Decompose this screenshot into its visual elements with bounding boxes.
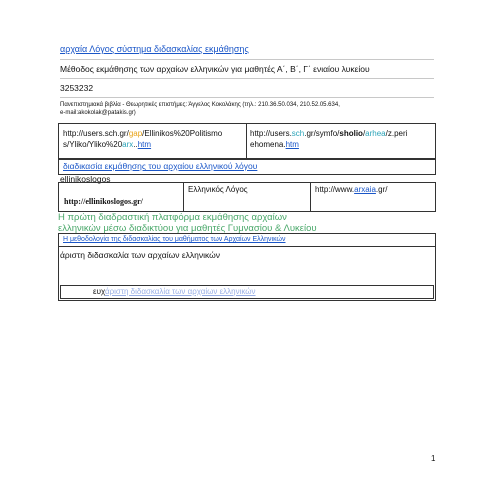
section2-table-divider — [183, 182, 184, 212]
publisher-line-1: Πανεπιστημιακά βιβλία - Θεωρητικές επιστήμες: Άγγελος Κοκολάκης (τηλ.: 210.36.50.034, 210.52.05.634, — [60, 102, 340, 108]
page-number: 1 — [431, 454, 436, 463]
url-cell-2[interactable]: http://users.sch.gr/symfo/sholio/arhea/z.peri ehomena.htm — [250, 129, 408, 149]
divider — [60, 97, 434, 98]
green-heading-line-1: Η πρώτη διαδραστική πλατφόρμα εκμάθησης αρχαίων — [58, 212, 287, 223]
section2-name: Ελληνικός Λόγος — [188, 185, 248, 194]
url-table-divider — [246, 123, 247, 160]
section2-table-divider — [310, 182, 311, 212]
section2-label: ellinikoslogos — [60, 174, 111, 184]
inner-line[interactable]: ευχάριστη διδασκαλία των αρχαίων ελληνικών — [93, 287, 256, 296]
green-heading-line-2: ελληνικών μέσω διαδικτύου για μαθητές Γυμνασίου & Λυκείου — [58, 223, 317, 234]
section3-text: άριστη διδασκαλία των αρχαίων ελληνικών — [60, 250, 221, 260]
divider — [60, 78, 434, 79]
section2-url[interactable]: http://ellinikoslogos.gr/ — [64, 197, 143, 206]
code: 3253232 — [60, 83, 94, 93]
title-link[interactable]: αρχαία Λόγος σύστημα διδασκαλίας εκμάθησης — [60, 44, 249, 54]
divider — [60, 59, 434, 60]
publisher-line-2: e-mail:akokolak@patakis.gr) — [60, 110, 136, 116]
section2-link[interactable]: διαδικασία εκμάθησης του αρχαίου ελληνικού λόγου — [63, 161, 258, 171]
url-cell-1[interactable]: http://users.sch.gr/gap/Ellinikos%20Politismo s/Yliko/Yliko%20arx..htm — [63, 129, 223, 149]
section3-divider — [58, 246, 436, 247]
subtitle: Μέθοδος εκμάθησης των αρχαίων ελληνικών για μαθητές Α΄, Β΄, Γ΄ ενιαίου λυκείου — [60, 64, 370, 74]
methodology-link[interactable]: Η μεθοδολογία της διδασκαλίας του μαθήματος των Αρχαίων Ελληνικών — [63, 236, 286, 243]
section2-url2[interactable]: http://www.arxaia.gr/ — [315, 185, 388, 194]
